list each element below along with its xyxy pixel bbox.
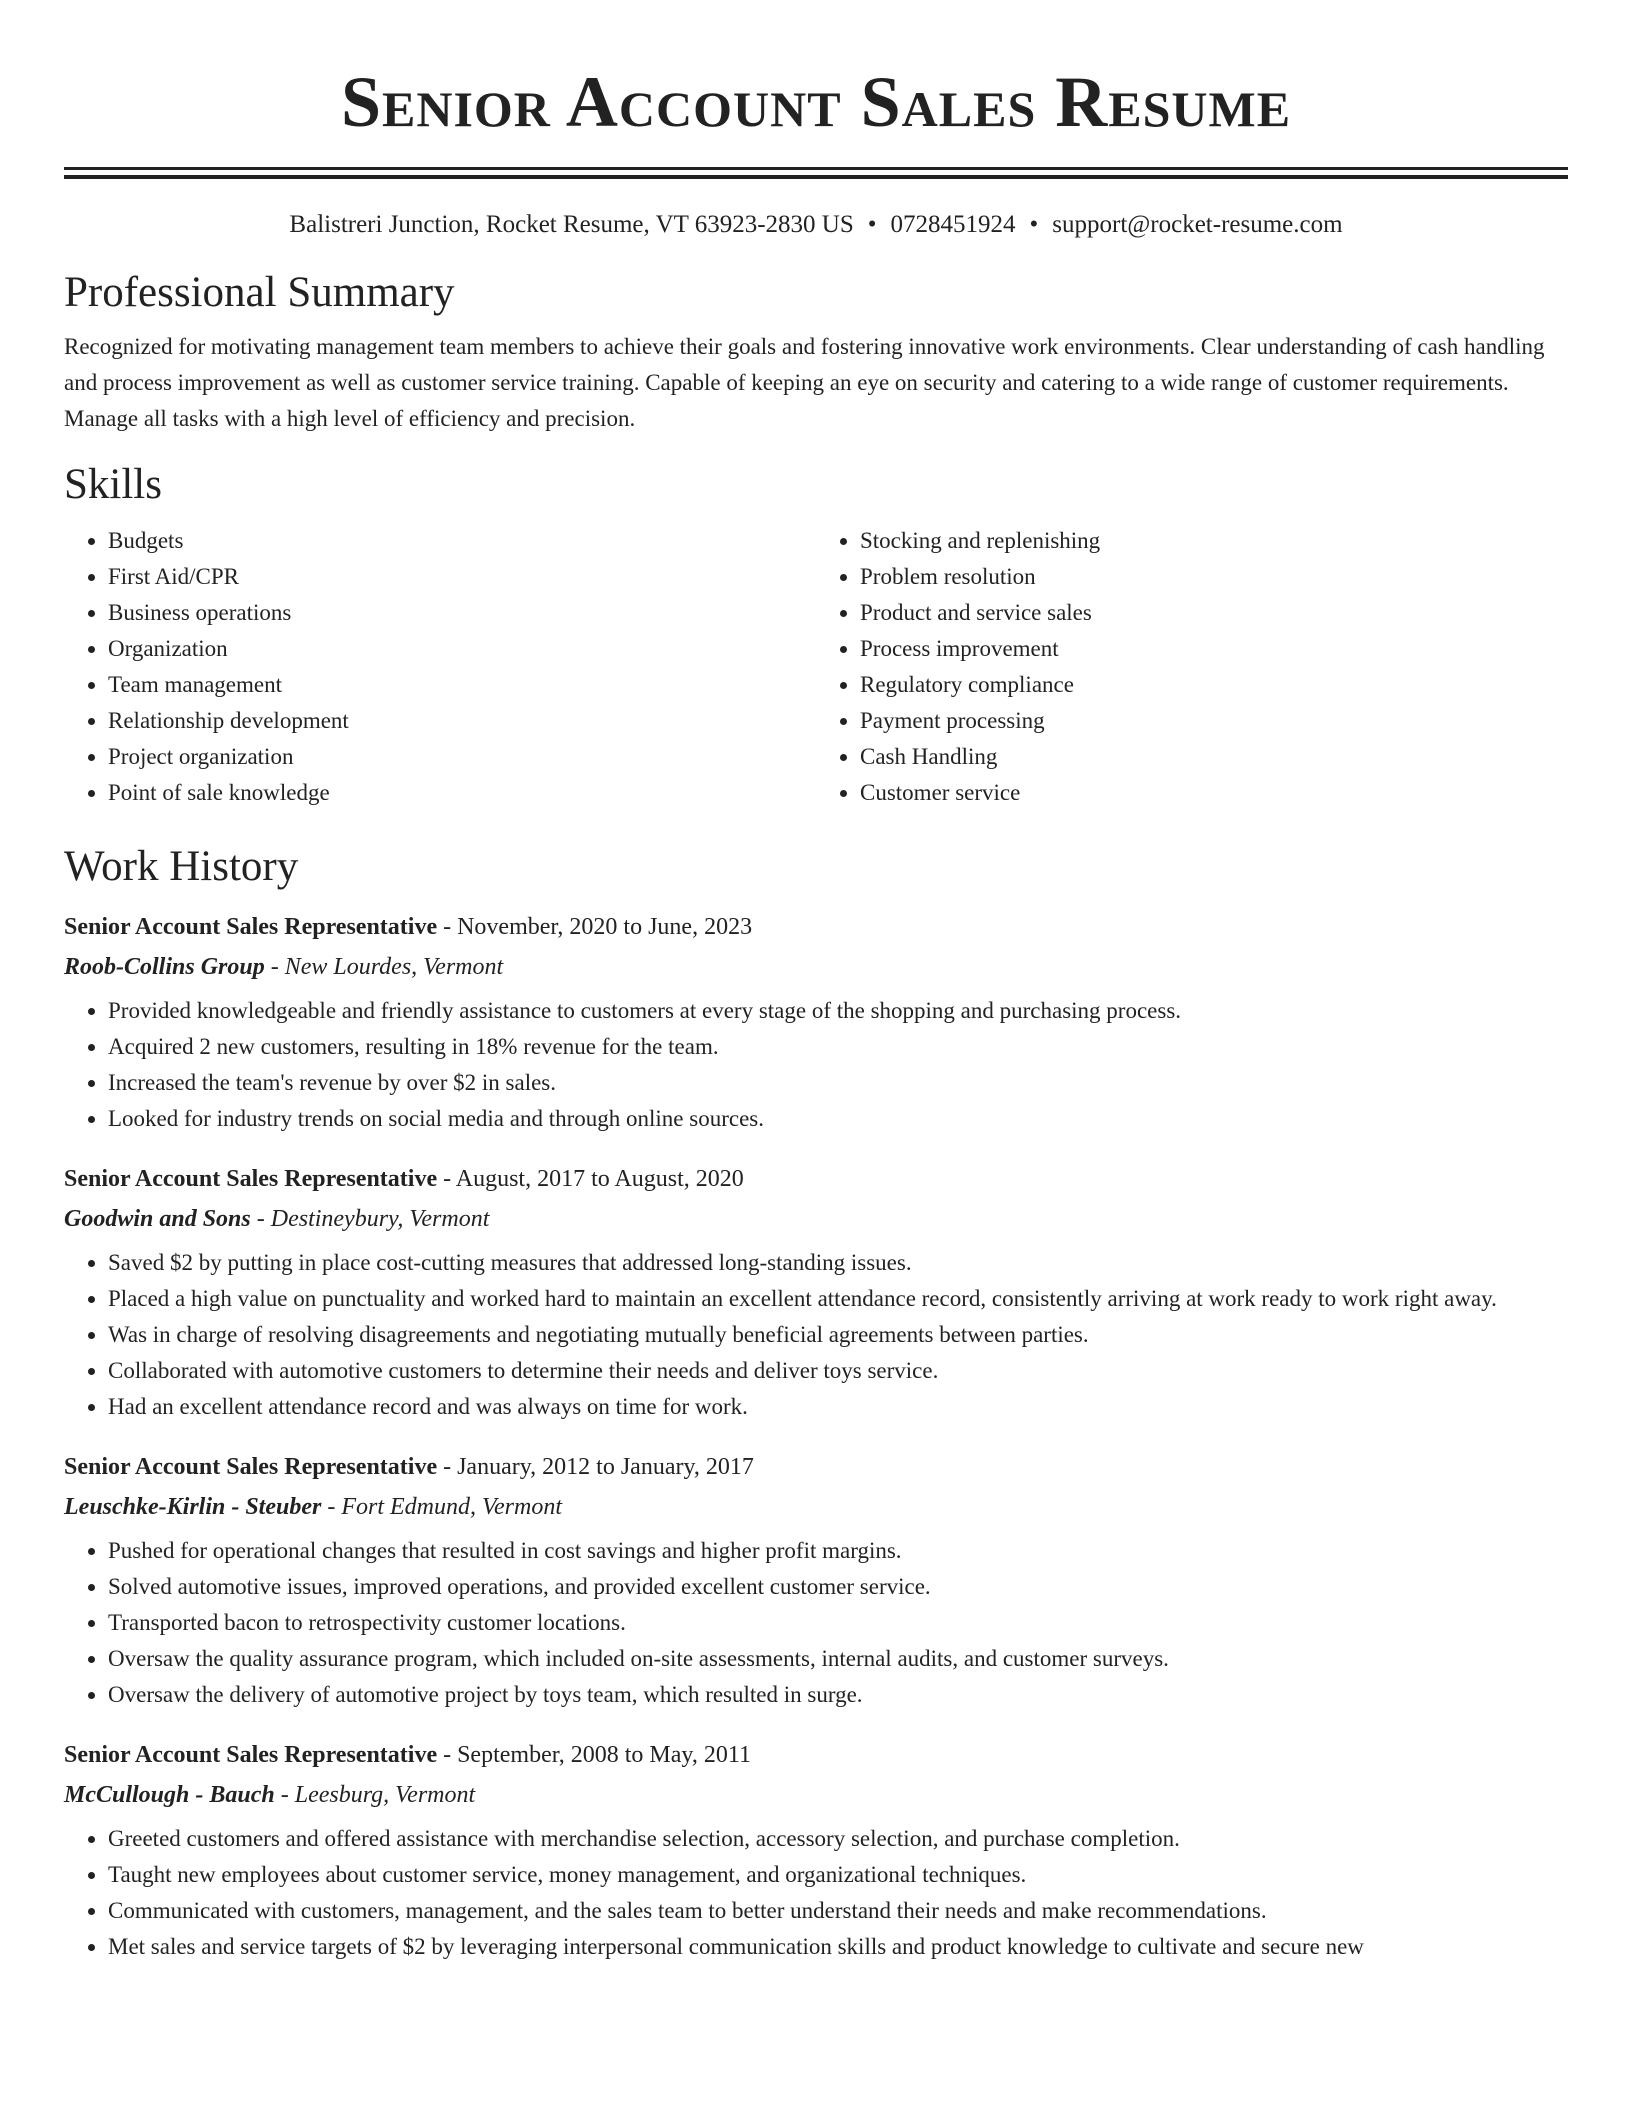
job-location: - New Lourdes, Vermont [264, 954, 504, 980]
skill-item: • Process improvement [860, 631, 1568, 667]
work-history-heading: Work History [64, 843, 299, 890]
summary-heading: Professional Summary [64, 269, 455, 316]
job-bullet: • Looked for industry trends on social media and through online sources. [108, 1101, 1568, 1137]
skill-item: • Cash Handling [860, 739, 1568, 775]
job-entry [64, 1159, 1568, 1425]
contact-separator: • [867, 211, 877, 238]
job-bullet: • Solved automotive issues, improved operations, and provided excellent customer service. [108, 1569, 1568, 1605]
skill-item: • Regulatory compliance [860, 667, 1568, 703]
contact-email: support@rocket-resume.com [1052, 211, 1343, 238]
skills-columns [64, 523, 1568, 811]
job-company-line [64, 1775, 1568, 1815]
job-bullets [64, 993, 1568, 1137]
job-entry [64, 1447, 1568, 1713]
skill-item: • Organization [108, 631, 816, 667]
job-bullet: • Communicated with customers, management, and the sales team to better understand their needs and make recommendations. [108, 1893, 1568, 1929]
job-title-line [64, 1735, 1568, 1775]
skill-item: • Stocking and replenishing [860, 523, 1568, 559]
skill-item: • Relationship development [108, 703, 816, 739]
job-location: - Destineybury, Vermont [250, 1206, 490, 1232]
skill-item: • Problem resolution [860, 559, 1568, 595]
job-title-line [64, 907, 1568, 947]
job-bullet: • Saved $2 by putting in place cost-cutting measures that addressed long-standing issues. [108, 1245, 1568, 1281]
job-company: Leuschke-Kirlin - Steuber [64, 1494, 322, 1520]
job-company-line [64, 1199, 1568, 1239]
contact-phone: 0728451924 [890, 211, 1016, 238]
job-location: - Leesburg, Vermont [274, 1782, 476, 1808]
job-location: - Fort Edmund, Vermont [321, 1494, 562, 1520]
skill-item: • Project organization [108, 739, 816, 775]
job-dates: - November, 2020 to June, 2023 [437, 914, 753, 940]
job-bullet: • Had an excellent attendance record and was always on time for work. [108, 1389, 1568, 1425]
job-title: Senior Account Sales Representative [64, 1166, 438, 1192]
job-company: Roob-Collins Group [64, 954, 265, 980]
job-bullet: • Greeted customers and offered assistance with merchandise selection, accessory selection, and purchase completion. [108, 1821, 1568, 1857]
resume-title: Senior Account Sales Resume [340, 62, 1292, 142]
job-bullet: • Was in charge of resolving disagreements and negotiating mutually beneficial agreements between parties. [108, 1317, 1568, 1353]
job-company-line [64, 947, 1568, 987]
contact-address: Balistreri Junction, Rocket Resume, VT 63923-2830 US [289, 211, 854, 238]
job-title: Senior Account Sales Representative [64, 1454, 438, 1480]
job-bullet: • Transported bacon to retrospectivity customer locations. [108, 1605, 1568, 1641]
job-bullet: • Increased the team's revenue by over $2 in sales. [108, 1065, 1568, 1101]
job-title-line [64, 1447, 1568, 1487]
skill-item: • Payment processing [860, 703, 1568, 739]
skills-list-left [64, 523, 816, 811]
title-divider [64, 167, 1568, 179]
skill-item: • Customer service [860, 775, 1568, 811]
job-company: McCullough - Bauch [64, 1782, 275, 1808]
job-title-line [64, 1159, 1568, 1199]
job-company: Goodwin and Sons [64, 1206, 251, 1232]
skill-item: • Budgets [108, 523, 816, 559]
job-bullet: • Placed a high value on punctuality and worked hard to maintain an excellent attendance record, consistently arriving at work ready to work right away. [108, 1281, 1568, 1317]
job-entry [64, 907, 1568, 1137]
job-bullets [64, 1821, 1568, 1965]
job-title: Senior Account Sales Representative [64, 914, 438, 940]
job-bullet: • Taught new employees about customer service, money management, and organizational techniques. [108, 1857, 1568, 1893]
skills-list-right [816, 523, 1568, 811]
summary-text: Recognized for motivating management team members to achieve their goals and fostering innovative work environments. Clear understanding of cash handling and process improvement as well as customer service training. Capable of keeping an eye on security and catering to a wide range of customer requirements. Manage all tasks with a high level of efficiency and precision. [64, 334, 1545, 431]
skill-item: • First Aid/CPR [108, 559, 816, 595]
job-bullet: • Collaborated with automotive customers to determine their needs and deliver toys service. [108, 1353, 1568, 1389]
job-entry [64, 1735, 1568, 1965]
skill-item: • Point of sale knowledge [108, 775, 816, 811]
job-company-line [64, 1487, 1568, 1527]
job-bullet: • Met sales and service targets of $2 by leveraging interpersonal communication skills and product knowledge to cultivate and secure new [108, 1929, 1568, 1965]
skill-item: • Business operations [108, 595, 816, 631]
job-bullet: • Provided knowledgeable and friendly assistance to customers at every stage of the shopping and purchasing process. [108, 993, 1568, 1029]
skills-heading: Skills [64, 461, 162, 508]
job-bullets [64, 1533, 1568, 1713]
job-dates: - September, 2008 to May, 2011 [437, 1742, 751, 1768]
job-bullet: • Oversaw the delivery of automotive project by toys team, which resulted in surge. [108, 1677, 1568, 1713]
job-bullets [64, 1245, 1568, 1425]
job-title: Senior Account Sales Representative [64, 1742, 438, 1768]
job-dates: - August, 2017 to August, 2020 [437, 1166, 744, 1192]
skill-item: • Product and service sales [860, 595, 1568, 631]
job-dates: - January, 2012 to January, 2017 [437, 1454, 754, 1480]
contact-separator: • [1029, 211, 1039, 238]
job-bullet: • Acquired 2 new customers, resulting in 18% revenue for the team. [108, 1029, 1568, 1065]
job-bullet: • Oversaw the quality assurance program, which included on-site assessments, internal audits, and customer surveys. [108, 1641, 1568, 1677]
contact-line [64, 209, 1568, 241]
job-bullet: • Pushed for operational changes that resulted in cost savings and higher profit margins. [108, 1533, 1568, 1569]
skill-item: • Team management [108, 667, 816, 703]
